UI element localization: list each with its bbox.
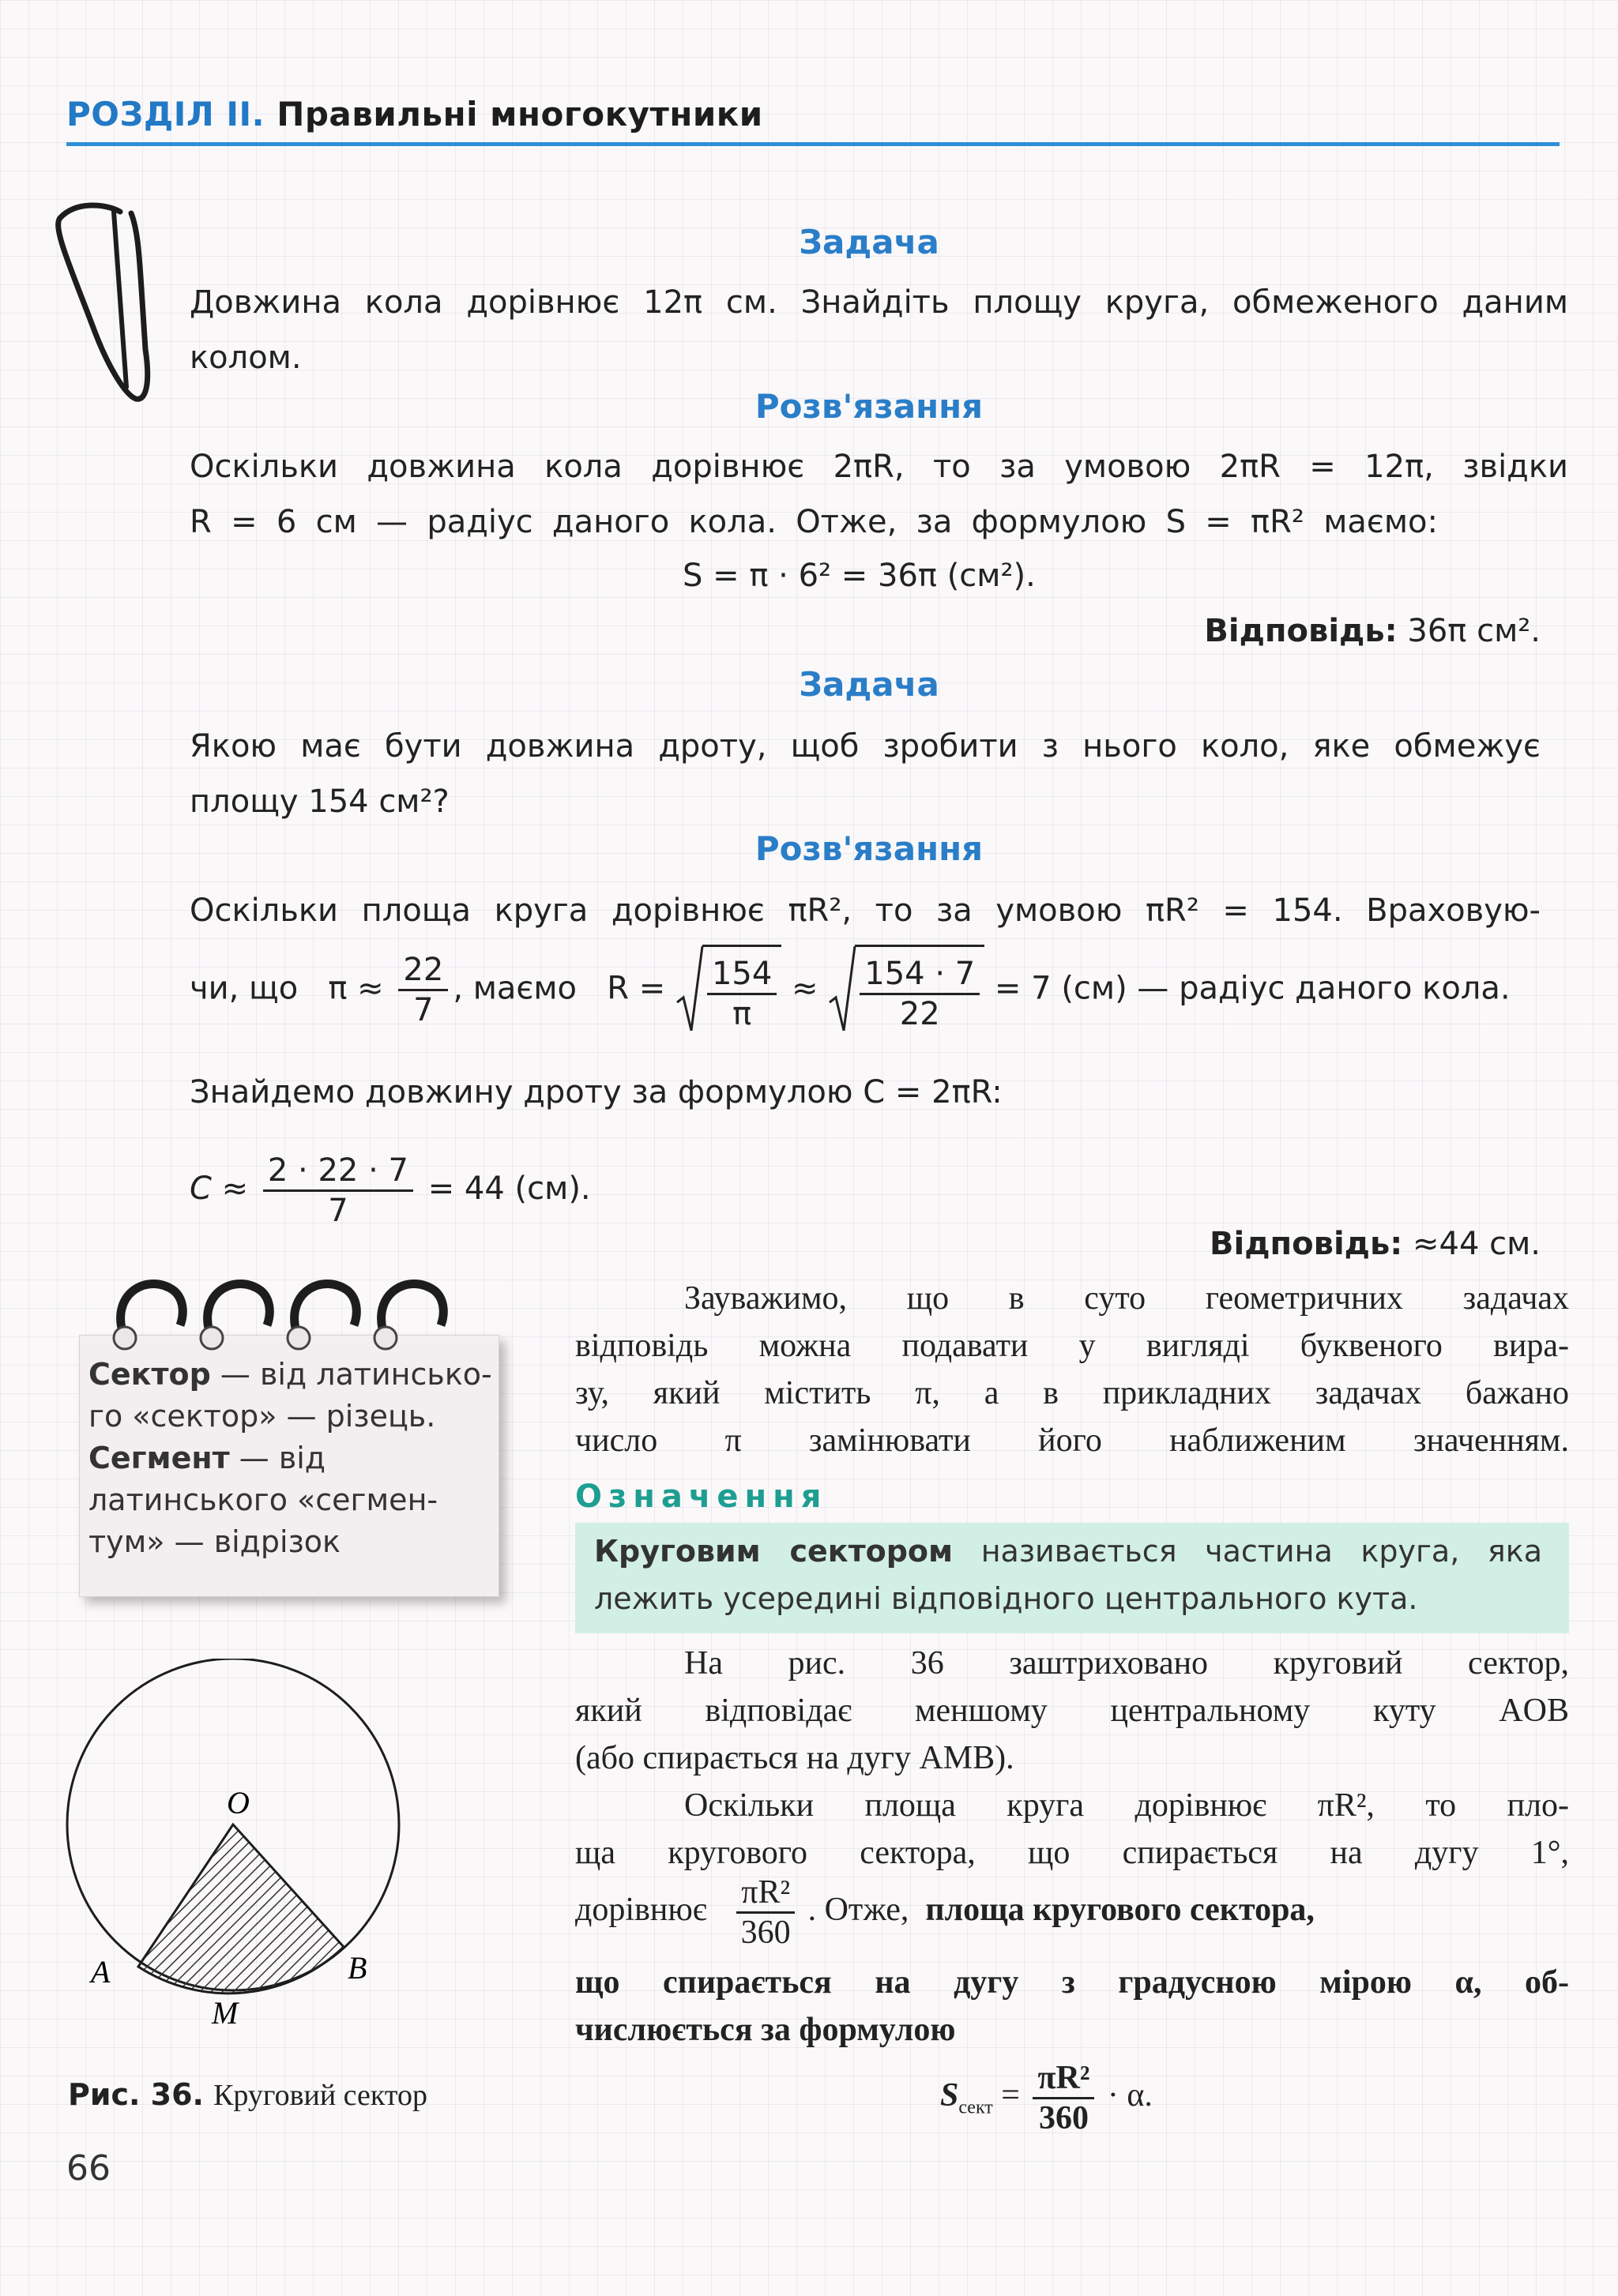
task2-solution-heading: Розв'язання — [754, 829, 984, 868]
task1-formula: S = π · 6² = 36π (см²). — [683, 558, 1036, 594]
task2-solution-line1: Оскільки площа круга дорівнює πR², то за умовою πR² = 154. Враховую- — [190, 892, 1541, 929]
body-p1-line3: (або спирається на дугу AMB). — [575, 1740, 1014, 1776]
radical-2: $\frac{154 \cdot 7}{22}$ — [828, 945, 984, 1035]
section-number: РОЗДІЛ ІІ. — [66, 95, 265, 133]
body-p1-line2: який відповідає меншому центральному куту AOB — [575, 1693, 1569, 1729]
spiral-rings-icon — [95, 1262, 490, 1365]
page-header — [66, 95, 763, 133]
task1-answer — [869, 603, 1541, 659]
section-title: Правильні многокутники — [277, 95, 763, 133]
body-p1-line1: На рис. 36 заштриховано круговий сектор, — [684, 1645, 1569, 1682]
label-o: O — [227, 1785, 250, 1821]
page-number: 66 — [66, 2148, 111, 2189]
fraction-22-7: $\frac{22}{7}$ — [398, 951, 448, 1029]
figure-caption — [68, 2077, 427, 2113]
task2-text-line2: площу 154 см²? — [190, 783, 450, 820]
body-p2-line1: Оскільки площа круга дорівнює πR², то пло- — [684, 1787, 1569, 1824]
figure-36-circle-sector — [63, 1659, 411, 2038]
remark-line2: відповідь можна подавати у вигляді буквеного вира- — [575, 1328, 1569, 1364]
label-a: A — [91, 1954, 111, 1990]
task1-heading: Задача — [799, 223, 939, 261]
body-p2-line3: дорівнює $\frac{\text{πR²}}{360}$ . Отже, площа кругового сектора, — [575, 1873, 1315, 1951]
note-text: Сектор — від латинсько-го «сектор» — різець. Сегмент — від латинського «сегмен-тум» — відрізок — [88, 1357, 492, 1559]
task1-solution-line2: R = 6 см — радіус даного кола. Отже, за формулою S = πR² маємо: — [190, 504, 1438, 540]
task2-solution-line2: чи, що π ≈ $\frac{22}{7}$ , маємо R = $\frac{154}{\pi}$ ≈ $\frac{154 \cdot 7}{22}$ = 7 (см) — радіус даного кола. — [190, 945, 1580, 1035]
paperclip-icon — [49, 197, 160, 419]
task1-text-line2: колом. — [190, 340, 302, 376]
definition-heading: Означення — [575, 1479, 828, 1515]
fraction-piR2-360: $\frac{\text{πR²}}{360}$ — [736, 1873, 795, 1952]
definition-term: Круговим сектором — [594, 1534, 954, 1569]
figure-caption-number: Рис. 36. — [68, 2077, 204, 2112]
task2-solution-line3: Знайдемо довжину дроту за формулою C = 2πR: — [190, 1074, 1003, 1110]
task1-text-line1: Довжина кола дорівнює 12π см. Знайдіть площу круга, обмеженого даним — [190, 284, 1568, 321]
figure-caption-text: Круговий сектор — [213, 2079, 427, 2112]
note-term-segment: Сегмент — [88, 1441, 230, 1475]
body-p2-line4: що спирається на дугу з градусною мірою α, об- — [575, 1964, 1569, 2001]
body-p2-line5: числюється за формулою — [575, 2012, 956, 2048]
sector-area-formula: $S_{сект}$ = $\frac{\text{πR²}}{360}$ · α. — [940, 2059, 1153, 2136]
definition-text: Круговим сектором називається частина круга, яка лежить усередині відповідного центрального кута. — [594, 1534, 1542, 1616]
label-m: M — [212, 1995, 239, 2031]
fraction-formula: $\frac{\text{πR²}}{360}$ — [1033, 2059, 1094, 2137]
task2-c-formula: C ≈ $\frac{2 \cdot 22 \cdot 7}{7}$ = 44 (см). — [190, 1152, 591, 1229]
fraction-c: $\frac{2 \cdot 22 \cdot 7}{7}$ — [263, 1152, 413, 1230]
answer-label: Відповідь: — [1204, 613, 1398, 649]
answer-label: Відповідь: — [1210, 1226, 1403, 1262]
answer-value: 36π см². — [1407, 613, 1541, 649]
header-rule — [66, 142, 1560, 146]
body-p2-line2: ща кругового сектора, що спирається на дугу 1°, — [575, 1835, 1569, 1871]
task2-text-line1: Якою має бути довжина дроту, щоб зробити з нього коло, яке обмежує — [190, 728, 1541, 765]
task1-solution-line1: Оскільки довжина кола дорівнює 2πR, то за умовою 2πR = 12π, звідки — [190, 449, 1568, 485]
answer-value: ≈44 см. — [1412, 1226, 1541, 1262]
remark-line1: Зауважимо, що в суто геометричних задачах — [684, 1280, 1569, 1317]
note-term-sector: Сектор — [88, 1357, 211, 1392]
task1-solution-heading: Розв'язання — [754, 387, 984, 426]
task2-answer — [869, 1216, 1541, 1272]
task2-heading: Задача — [799, 665, 939, 704]
remark-line4: число π замінювати його наближеним значенням. — [575, 1422, 1569, 1459]
radical-1: $\frac{154}{\pi}$ — [675, 945, 781, 1035]
label-b: B — [348, 1950, 367, 1986]
remark-line3: зу, який містить π, а в прикладних задачах бажано — [575, 1375, 1569, 1411]
